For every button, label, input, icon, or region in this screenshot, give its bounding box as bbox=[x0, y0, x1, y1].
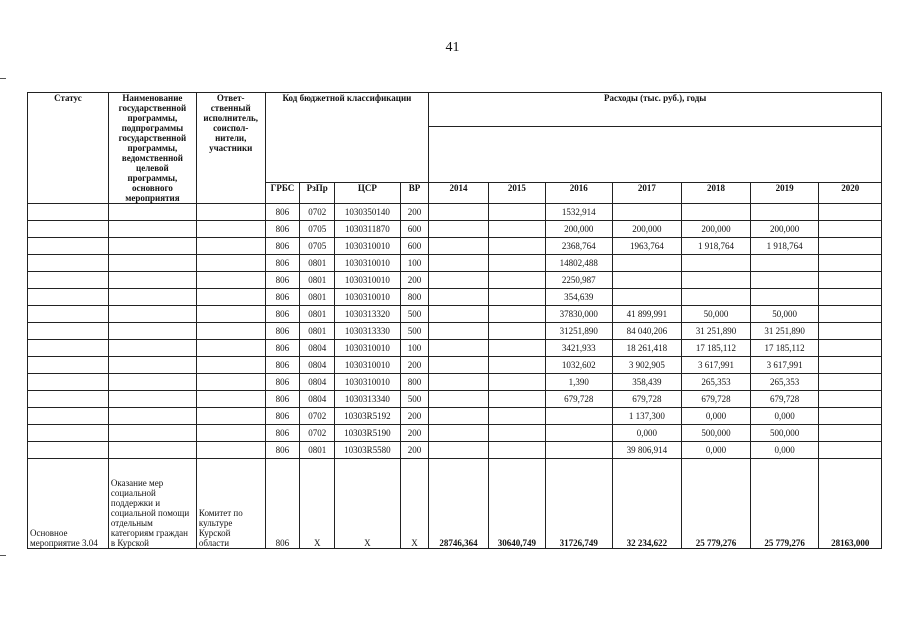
cell-vr: 500 bbox=[400, 391, 429, 408]
cell-csr: 1030310010 bbox=[335, 255, 401, 272]
main-activity-2015: 30640,749 bbox=[488, 459, 545, 549]
cell-2015 bbox=[488, 323, 545, 340]
table-row bbox=[28, 340, 882, 357]
cell-2018: 3 617,991 bbox=[682, 357, 751, 374]
cell-2014 bbox=[429, 255, 488, 272]
cell-grbs: 806 bbox=[265, 204, 300, 221]
main-activity-status: Основное мероприятие 3.04 bbox=[28, 459, 109, 549]
cell-2020 bbox=[819, 442, 882, 459]
empty-cell bbox=[108, 221, 196, 238]
cell-rzpr: 0801 bbox=[300, 255, 335, 272]
cell-grbs: 806 bbox=[265, 255, 300, 272]
table-row bbox=[28, 306, 882, 323]
empty-cell bbox=[28, 323, 109, 340]
cell-2019 bbox=[750, 204, 819, 221]
main-activity-executor: Комитет по культуре Курской области bbox=[196, 459, 265, 549]
cell-2018: 50,000 bbox=[682, 306, 751, 323]
cell-2020 bbox=[819, 289, 882, 306]
cell-2019: 679,728 bbox=[750, 391, 819, 408]
cell-vr: 200 bbox=[400, 204, 429, 221]
cell-rzpr: 0702 bbox=[300, 408, 335, 425]
cell-vr: 100 bbox=[400, 255, 429, 272]
empty-cell bbox=[108, 289, 196, 306]
cell-rzpr: 0801 bbox=[300, 289, 335, 306]
header-expenses-spacer bbox=[429, 127, 882, 183]
cell-2014 bbox=[429, 238, 488, 255]
header-year-2019: 2019 bbox=[750, 183, 819, 204]
empty-cell bbox=[196, 204, 265, 221]
cell-rzpr: 0804 bbox=[300, 340, 335, 357]
cell-rzpr: 0801 bbox=[300, 323, 335, 340]
empty-cell bbox=[28, 340, 109, 357]
cell-vr: 100 bbox=[400, 340, 429, 357]
empty-cell bbox=[108, 425, 196, 442]
empty-cell bbox=[196, 289, 265, 306]
empty-cell bbox=[108, 238, 196, 255]
cell-2018: 17 185,112 bbox=[682, 340, 751, 357]
scan-edge-mark bbox=[0, 555, 6, 556]
cell-2015 bbox=[488, 374, 545, 391]
empty-cell bbox=[108, 442, 196, 459]
cell-2016: 1032,602 bbox=[546, 357, 613, 374]
cell-2014 bbox=[429, 374, 488, 391]
cell-2015 bbox=[488, 391, 545, 408]
cell-2015 bbox=[488, 306, 545, 323]
cell-2016: 2368,764 bbox=[546, 238, 613, 255]
empty-cell bbox=[28, 408, 109, 425]
header-expenses: Расходы (тыс. руб.), годы bbox=[429, 93, 882, 127]
cell-2019: 500,000 bbox=[750, 425, 819, 442]
cell-2017: 679,728 bbox=[612, 391, 682, 408]
cell-2016: 1,390 bbox=[546, 374, 613, 391]
cell-2018: 265,353 bbox=[682, 374, 751, 391]
cell-csr: 1030310010 bbox=[335, 340, 401, 357]
empty-cell bbox=[108, 272, 196, 289]
cell-2014 bbox=[429, 221, 488, 238]
cell-2016: 1532,914 bbox=[546, 204, 613, 221]
empty-cell bbox=[196, 323, 265, 340]
cell-2016 bbox=[546, 425, 613, 442]
empty-cell bbox=[28, 442, 109, 459]
cell-2018: 200,000 bbox=[682, 221, 751, 238]
cell-csr: 10303R5190 bbox=[335, 425, 401, 442]
cell-2020 bbox=[819, 425, 882, 442]
cell-2015 bbox=[488, 425, 545, 442]
cell-csr: 10303R5192 bbox=[335, 408, 401, 425]
empty-cell bbox=[108, 323, 196, 340]
empty-cell bbox=[196, 306, 265, 323]
main-activity-csr: Х bbox=[335, 459, 401, 549]
cell-csr: 1030310010 bbox=[335, 238, 401, 255]
cell-2017: 0,000 bbox=[612, 425, 682, 442]
main-activity-2018: 25 779,276 bbox=[682, 459, 751, 549]
empty-cell bbox=[108, 204, 196, 221]
cell-2014 bbox=[429, 340, 488, 357]
header-program-name: Наименование государственной программы, подпрограммы государственной программы, ведомственной целевой программы, основного мероприятия bbox=[108, 93, 196, 204]
cell-2020 bbox=[819, 238, 882, 255]
cell-2015 bbox=[488, 272, 545, 289]
empty-cell bbox=[196, 238, 265, 255]
cell-grbs: 806 bbox=[265, 374, 300, 391]
cell-2017: 1 137,300 bbox=[612, 408, 682, 425]
cell-vr: 200 bbox=[400, 442, 429, 459]
cell-rzpr: 0801 bbox=[300, 442, 335, 459]
table-row bbox=[28, 357, 882, 374]
cell-2014 bbox=[429, 289, 488, 306]
cell-2015 bbox=[488, 442, 545, 459]
cell-vr: 500 bbox=[400, 306, 429, 323]
table-row bbox=[28, 442, 882, 459]
cell-2014 bbox=[429, 323, 488, 340]
header-grbs: ГРБС bbox=[265, 183, 300, 204]
empty-cell bbox=[196, 272, 265, 289]
cell-2016: 679,728 bbox=[546, 391, 613, 408]
cell-2017: 200,000 bbox=[612, 221, 682, 238]
empty-cell bbox=[196, 340, 265, 357]
table-row bbox=[28, 272, 882, 289]
cell-grbs: 806 bbox=[265, 272, 300, 289]
main-activity-vr: Х bbox=[400, 459, 429, 549]
header-year-2018: 2018 bbox=[682, 183, 751, 204]
cell-2019: 200,000 bbox=[750, 221, 819, 238]
cell-2015 bbox=[488, 408, 545, 425]
cell-2014 bbox=[429, 391, 488, 408]
cell-2016: 14802,488 bbox=[546, 255, 613, 272]
table-row bbox=[28, 374, 882, 391]
cell-rzpr: 0804 bbox=[300, 374, 335, 391]
cell-2019 bbox=[750, 289, 819, 306]
cell-2017: 41 899,991 bbox=[612, 306, 682, 323]
cell-2020 bbox=[819, 374, 882, 391]
cell-2016: 354,639 bbox=[546, 289, 613, 306]
empty-cell bbox=[108, 408, 196, 425]
header-year-2016: 2016 bbox=[546, 183, 613, 204]
cell-2018: 500,000 bbox=[682, 425, 751, 442]
cell-2016: 3421,933 bbox=[546, 340, 613, 357]
cell-2018 bbox=[682, 204, 751, 221]
cell-2015 bbox=[488, 204, 545, 221]
table-row bbox=[28, 289, 882, 306]
header-csr: ЦСР bbox=[335, 183, 401, 204]
cell-2016: 37830,000 bbox=[546, 306, 613, 323]
cell-2016 bbox=[546, 408, 613, 425]
header-row-top bbox=[28, 93, 882, 127]
empty-cell bbox=[196, 425, 265, 442]
empty-cell bbox=[196, 374, 265, 391]
cell-2017: 84 040,206 bbox=[612, 323, 682, 340]
empty-cell bbox=[196, 408, 265, 425]
cell-grbs: 806 bbox=[265, 340, 300, 357]
cell-2014 bbox=[429, 204, 488, 221]
page-number: 41 bbox=[445, 40, 460, 55]
header-year-2015: 2015 bbox=[488, 183, 545, 204]
cell-2018: 679,728 bbox=[682, 391, 751, 408]
cell-vr: 200 bbox=[400, 425, 429, 442]
cell-2017: 3 902,905 bbox=[612, 357, 682, 374]
cell-grbs: 806 bbox=[265, 306, 300, 323]
cell-2019: 50,000 bbox=[750, 306, 819, 323]
header-year-2020: 2020 bbox=[819, 183, 882, 204]
empty-cell bbox=[28, 425, 109, 442]
cell-rzpr: 0702 bbox=[300, 204, 335, 221]
empty-cell bbox=[28, 204, 109, 221]
cell-2017: 1963,764 bbox=[612, 238, 682, 255]
empty-cell bbox=[196, 255, 265, 272]
cell-2018: 1 918,764 bbox=[682, 238, 751, 255]
main-activity-grbs: 806 bbox=[265, 459, 300, 549]
empty-cell bbox=[108, 374, 196, 391]
table-row bbox=[28, 323, 882, 340]
cell-csr: 10303R5580 bbox=[335, 442, 401, 459]
cell-2018: 31 251,890 bbox=[682, 323, 751, 340]
main-activity-name: Оказание мер социальной поддержки и социальной помощи отдельным категориям граждан в Курской bbox=[108, 459, 196, 549]
cell-2014 bbox=[429, 425, 488, 442]
cell-rzpr: 0801 bbox=[300, 306, 335, 323]
main-activity-2017: 32 234,622 bbox=[612, 459, 682, 549]
cell-2017 bbox=[612, 289, 682, 306]
cell-2017 bbox=[612, 204, 682, 221]
cell-grbs: 806 bbox=[265, 323, 300, 340]
cell-2019: 31 251,890 bbox=[750, 323, 819, 340]
cell-csr: 1030313340 bbox=[335, 391, 401, 408]
cell-grbs: 806 bbox=[265, 442, 300, 459]
cell-csr: 1030310010 bbox=[335, 374, 401, 391]
table-row bbox=[28, 204, 882, 221]
cell-2020 bbox=[819, 323, 882, 340]
cell-2015 bbox=[488, 289, 545, 306]
cell-2019: 265,353 bbox=[750, 374, 819, 391]
cell-2020 bbox=[819, 306, 882, 323]
cell-rzpr: 0804 bbox=[300, 391, 335, 408]
empty-cell bbox=[28, 357, 109, 374]
empty-cell bbox=[108, 340, 196, 357]
main-activity-row bbox=[28, 459, 882, 549]
table-row bbox=[28, 425, 882, 442]
cell-grbs: 806 bbox=[265, 221, 300, 238]
cell-grbs: 806 bbox=[265, 391, 300, 408]
cell-2014 bbox=[429, 408, 488, 425]
cell-2019 bbox=[750, 272, 819, 289]
cell-rzpr: 0702 bbox=[300, 425, 335, 442]
table-row bbox=[28, 408, 882, 425]
header-vr: ВР bbox=[400, 183, 429, 204]
cell-vr: 200 bbox=[400, 408, 429, 425]
cell-2014 bbox=[429, 306, 488, 323]
header-executor: Ответ-ственный исполнитель, соиспол-нители, участники bbox=[196, 93, 265, 204]
cell-2017: 39 806,914 bbox=[612, 442, 682, 459]
cell-2014 bbox=[429, 442, 488, 459]
empty-cell bbox=[28, 391, 109, 408]
main-activity-2020: 28163,000 bbox=[819, 459, 882, 549]
cell-grbs: 806 bbox=[265, 357, 300, 374]
table-row bbox=[28, 391, 882, 408]
main-activity-2019: 25 779,276 bbox=[750, 459, 819, 549]
empty-cell bbox=[196, 221, 265, 238]
cell-2020 bbox=[819, 221, 882, 238]
empty-cell bbox=[196, 391, 265, 408]
header-rzpr: РзПр bbox=[300, 183, 335, 204]
cell-grbs: 806 bbox=[265, 425, 300, 442]
empty-cell bbox=[28, 238, 109, 255]
cell-2016: 200,000 bbox=[546, 221, 613, 238]
cell-2016 bbox=[546, 442, 613, 459]
cell-2015 bbox=[488, 238, 545, 255]
header-year-2017: 2017 bbox=[612, 183, 682, 204]
empty-cell bbox=[28, 221, 109, 238]
cell-2019: 1 918,764 bbox=[750, 238, 819, 255]
cell-rzpr: 0705 bbox=[300, 221, 335, 238]
empty-cell bbox=[108, 255, 196, 272]
table-row bbox=[28, 221, 882, 238]
cell-csr: 1030350140 bbox=[335, 204, 401, 221]
main-activity-rzpr: Х bbox=[300, 459, 335, 549]
cell-2016: 31251,890 bbox=[546, 323, 613, 340]
cell-2016: 2250,987 bbox=[546, 272, 613, 289]
cell-2015 bbox=[488, 221, 545, 238]
cell-rzpr: 0801 bbox=[300, 272, 335, 289]
header-year-2014: 2014 bbox=[429, 183, 488, 204]
empty-cell bbox=[196, 442, 265, 459]
cell-2018 bbox=[682, 255, 751, 272]
cell-2018 bbox=[682, 289, 751, 306]
cell-grbs: 806 bbox=[265, 289, 300, 306]
cell-2020 bbox=[819, 340, 882, 357]
cell-vr: 200 bbox=[400, 272, 429, 289]
main-activity-2016: 31726,749 bbox=[546, 459, 613, 549]
cell-2020 bbox=[819, 204, 882, 221]
cell-2014 bbox=[429, 272, 488, 289]
cell-2017 bbox=[612, 255, 682, 272]
cell-vr: 600 bbox=[400, 238, 429, 255]
cell-2017 bbox=[612, 272, 682, 289]
cell-2015 bbox=[488, 255, 545, 272]
cell-grbs: 806 bbox=[265, 408, 300, 425]
cell-csr: 1030313320 bbox=[335, 306, 401, 323]
cell-2020 bbox=[819, 272, 882, 289]
empty-cell bbox=[108, 306, 196, 323]
cell-rzpr: 0804 bbox=[300, 357, 335, 374]
main-activity-2014: 28746,364 bbox=[429, 459, 488, 549]
cell-vr: 600 bbox=[400, 221, 429, 238]
cell-2019 bbox=[750, 255, 819, 272]
table-row bbox=[28, 255, 882, 272]
table-body bbox=[28, 204, 882, 549]
header-status: Статус bbox=[28, 93, 109, 204]
cell-2018: 0,000 bbox=[682, 408, 751, 425]
empty-cell bbox=[196, 357, 265, 374]
cell-2015 bbox=[488, 340, 545, 357]
cell-csr: 1030310010 bbox=[335, 289, 401, 306]
empty-cell bbox=[28, 255, 109, 272]
cell-2020 bbox=[819, 391, 882, 408]
cell-2019: 0,000 bbox=[750, 442, 819, 459]
cell-rzpr: 0705 bbox=[300, 238, 335, 255]
cell-2017: 358,439 bbox=[612, 374, 682, 391]
header-budget-code: Код бюджетной классификации bbox=[265, 93, 429, 183]
cell-2020 bbox=[819, 408, 882, 425]
table-row bbox=[28, 238, 882, 255]
cell-grbs: 806 bbox=[265, 238, 300, 255]
cell-csr: 1030311870 bbox=[335, 221, 401, 238]
cell-2020 bbox=[819, 255, 882, 272]
empty-cell bbox=[108, 357, 196, 374]
cell-vr: 800 bbox=[400, 374, 429, 391]
cell-vr: 800 bbox=[400, 289, 429, 306]
cell-2019: 17 185,112 bbox=[750, 340, 819, 357]
empty-cell bbox=[28, 306, 109, 323]
cell-2019: 0,000 bbox=[750, 408, 819, 425]
cell-vr: 500 bbox=[400, 323, 429, 340]
cell-2014 bbox=[429, 357, 488, 374]
cell-2015 bbox=[488, 357, 545, 374]
cell-csr: 1030310010 bbox=[335, 357, 401, 374]
budget-table bbox=[27, 92, 882, 549]
empty-cell bbox=[28, 374, 109, 391]
empty-cell bbox=[108, 391, 196, 408]
cell-2018 bbox=[682, 272, 751, 289]
cell-csr: 1030313330 bbox=[335, 323, 401, 340]
empty-cell bbox=[28, 272, 109, 289]
cell-2020 bbox=[819, 357, 882, 374]
cell-2018: 0,000 bbox=[682, 442, 751, 459]
cell-vr: 200 bbox=[400, 357, 429, 374]
cell-csr: 1030310010 bbox=[335, 272, 401, 289]
cell-2017: 18 261,418 bbox=[612, 340, 682, 357]
cell-2019: 3 617,991 bbox=[750, 357, 819, 374]
scan-edge-mark bbox=[0, 78, 6, 79]
empty-cell bbox=[28, 289, 109, 306]
